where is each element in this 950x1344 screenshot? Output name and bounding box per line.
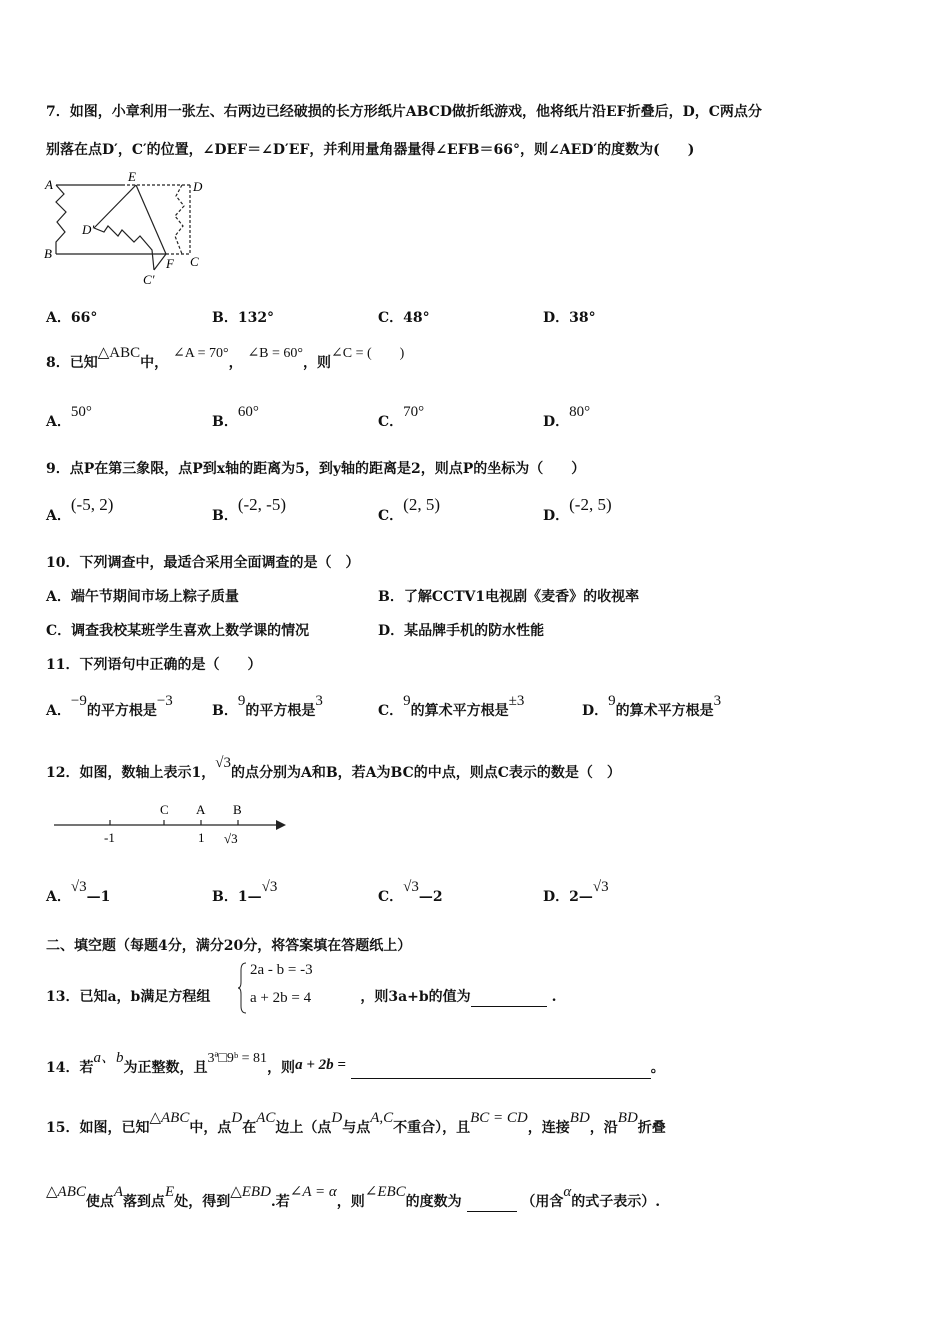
q8-angle-c: ∠C = ( ) — [331, 346, 405, 361]
q11-option-b: B．9的平方根是3 — [212, 693, 323, 719]
q8-option-a: A．50° — [46, 404, 92, 430]
q8-option-d: D．80° — [543, 404, 591, 430]
q12-label-c: C — [160, 802, 169, 817]
q12-stem: 12．如图，数轴上表示1，√3的点分别为A和B，若A为BC的中点，则点C表示的数是（ ） — [46, 755, 621, 781]
q9-option-a: A．(-5, 2) — [46, 495, 114, 524]
q14-answer-blank[interactable] — [351, 1064, 651, 1079]
q8-angle-a: ∠A = 70° — [173, 346, 229, 361]
q7-option-c: C．48° — [378, 310, 430, 326]
q7-fig-label: C′ — [143, 272, 155, 287]
q12-option-c: C．√3—2 — [378, 879, 443, 905]
q10-option-a: A．端午节期间市场上粽子质量 — [46, 589, 239, 605]
q7-option-b: B．132° — [212, 310, 275, 326]
q11-option-a: A．−9的平方根是−3 — [46, 693, 173, 719]
q8-angle-b: ∠B = 60° — [247, 346, 304, 361]
q9-stem: 9．点P在第三象限，点P到x轴的距离为5，到y轴的距离是2，则点P的坐标为（ ） — [46, 461, 586, 477]
q12-label-b: B — [233, 802, 242, 817]
q15-answer-blank[interactable] — [467, 1197, 517, 1212]
q10-option-b: B．了解CCTV1电视剧《麦香》的收视率 — [378, 589, 640, 605]
q11-option-c: C．9的算术平方根是±3 — [378, 693, 525, 719]
q9-option-c: C．(2, 5) — [378, 495, 440, 524]
q10-stem: 10．下列调查中，最适合采用全面调查的是（ ） — [46, 555, 360, 571]
q13-eq1: 2a - b = -3 — [250, 962, 313, 978]
q15-line2: △ABC使点A落到点E处，得到△EBD.若∠A = α，则∠EBC的度数为 （用含α的式子表示）. — [46, 1184, 661, 1210]
q15-line1: 15．如图，已知△ABC中，点D在AC边上（点D与点A,C不重合），且BC = CD，连接BD，沿BD折叠 — [46, 1110, 666, 1136]
section-2-title: 二、填空题（每题4分，满分20分，将答案填在答题纸上） — [46, 938, 412, 954]
q8-triangle: △ABC — [97, 345, 141, 361]
q12-option-b: B．1—√3 — [212, 879, 278, 905]
q13-stem: 13．已知a，b满足方程组 ，则3a+b的值为 . — [46, 989, 557, 1005]
q10-option-d: D．某品牌手机的防水性能 — [378, 623, 545, 639]
q11-option-d: D．9的算术平方根是3 — [582, 693, 722, 719]
q7-fig-label: D — [193, 179, 203, 194]
q12-number-line — [50, 798, 295, 850]
q7-line1: 7．如图，小章利用一张左、右两边已经破损的长方形纸片ABCD做折纸游戏，他将纸片沿EF折叠后，D，C两点分 — [46, 104, 762, 120]
q7-line2: 别落在点D′，C′的位置，∠DEF＝∠D′EF，并利用量角器量得∠EFB＝66°，则∠AED′的度数为( ) — [46, 142, 695, 158]
q7-option-d: D．38° — [543, 310, 596, 326]
q12-label-a: A — [196, 802, 206, 817]
q7-option-a: A．66° — [46, 310, 98, 326]
q12-option-a: A．√3—1 — [46, 879, 111, 905]
q11-stem: 11．下列语句中正确的是（ ） — [46, 657, 262, 673]
q14-stem: 14．若a、b为正整数，且3ª□9ᵇ = 81，则a + 2b = 。 — [46, 1058, 665, 1079]
q13-answer-blank[interactable] — [471, 992, 547, 1007]
q12-label-sqrt3: √3 — [224, 831, 238, 846]
q7-fig-label: D′ — [82, 222, 95, 237]
q7-fig-label: B — [44, 246, 52, 261]
q12-label-minus1: -1 — [104, 830, 115, 845]
q12-option-d: D．2—√3 — [543, 879, 609, 905]
q9-option-b: B．(-2, -5) — [212, 495, 286, 524]
q9-option-d: D．(-2, 5) — [543, 495, 612, 524]
q13-eq2: a + 2b = 4 — [250, 990, 312, 1006]
q7-figure — [42, 170, 217, 290]
q7-fig-label: E — [128, 170, 136, 184]
q8-option-b: B．60° — [212, 404, 259, 430]
q8-option-c: C．70° — [378, 404, 425, 430]
q10-option-c: C．调查我校某班学生喜欢上数学课的情况 — [46, 623, 310, 639]
q12-label-1: 1 — [198, 830, 205, 845]
q7-fig-label: A — [45, 177, 53, 192]
q7-fig-label: C — [190, 254, 199, 269]
q13-equation-system — [238, 960, 348, 1016]
q12-sqrt3: √3 — [215, 755, 231, 771]
q8-stem: 8．已知△ABC中， ∠A = 70°， ∠B = 60°，则∠C = ( ) — [46, 345, 405, 371]
q7-fig-label: F — [166, 256, 174, 271]
